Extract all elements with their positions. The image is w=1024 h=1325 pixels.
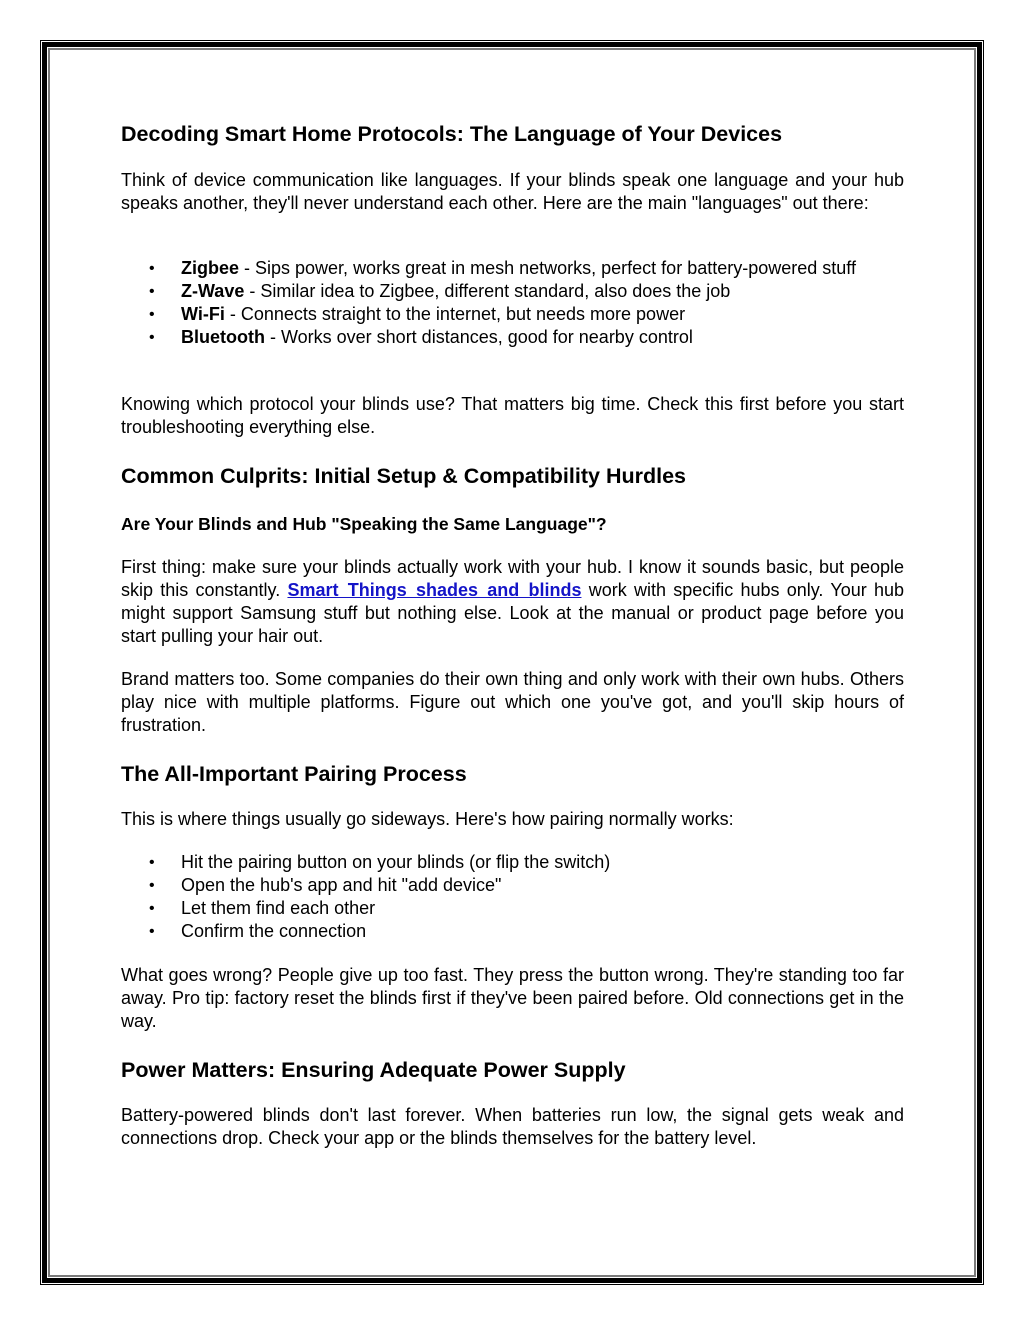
protocol-list-item [121,303,904,326]
protocol-description: - Sips power, works great in mesh networks, perfect for battery-powered stuff [239,258,856,278]
section-protocols-heading-block [121,121,904,147]
bullet-icon: • [149,283,155,300]
compat-para1-block [121,556,904,648]
pairing-outro-block [121,964,904,1033]
pairing-step-text: Open the hub's app and hit "add device" [181,875,502,895]
pairing-intro-paragraph: This is where things usually go sideways. Here's how pairing normally works: [121,809,734,829]
protocol-name: Bluetooth [181,327,265,347]
power-body-block [121,1104,904,1150]
section-heading-pairing: The All-Important Pairing Process [121,762,467,786]
protocols-outro-block [121,393,904,439]
pairing-step-item [121,874,904,897]
bullet-icon: • [149,900,155,917]
compat-paragraph-1-end: work with specific hubs only. Your hub might support Samsung stuff but nothing else. Look at the manual or product page before you start pulling your hair out. [121,580,904,646]
pairing-step-text: Confirm the connection [181,921,367,941]
protocol-description: - Connects straight to the internet, but needs more power [224,304,686,324]
section-pairing-heading-block [121,761,904,787]
page-border-inner [48,48,976,1277]
section-compat-heading-block [121,463,904,489]
section-heading-compatibility: Common Culprits: Initial Setup & Compatibility Hurdles [121,464,686,488]
protocol-name: Wi-Fi [181,304,225,324]
protocol-list-item [121,257,904,280]
protocol-list-item [121,280,904,303]
bullet-icon: • [149,923,155,940]
pairing-step-item [121,851,904,874]
protocol-list [121,257,904,349]
subheading-same-language: Are Your Blinds and Hub "Speaking the Same Language"? [121,514,607,534]
section-power-heading-block [121,1057,904,1083]
pairing-step-item [121,920,904,943]
protocol-list-item [121,326,904,349]
smartthings-shades-link[interactable]: Smart Things shades and blinds [287,580,582,600]
power-paragraph: Battery-powered blinds don't last forever. When batteries run low, the signal gets weak and connections drop. Check your app or the blinds themselves for the battery level. [121,1105,904,1148]
bullet-icon: • [149,854,155,871]
compat-para2-block [121,668,904,737]
protocol-description: - Similar idea to Zigbee, different standard, also does the job [244,281,731,301]
protocol-list-block [121,257,904,349]
bullet-icon: • [149,306,155,323]
bullet-icon: • [149,260,155,277]
section-heading-power: Power Matters: Ensuring Adequate Power Supply [121,1058,626,1082]
section-heading-protocols: Decoding Smart Home Protocols: The Language of Your Devices [121,122,783,146]
protocols-intro-paragraph: Think of device communication like languages. If your blinds speak one language and your hub speaks another, they'll never understand each other. Here are the main "languages" out there: [121,170,904,213]
section-protocols-intro-block [121,169,904,215]
bullet-icon: • [149,329,155,346]
compat-subheading-block [121,513,904,535]
protocol-name: Zigbee [181,258,240,278]
pairing-step-text: Hit the pairing button on your blinds (or flip the switch) [181,852,611,872]
protocol-description: - Works over short distances, good for nearby control [264,327,693,347]
compat-paragraph-1-start: First thing: make sure your blinds actually work with your hub. I know it sounds basic, but people skip this constantly. [121,557,904,600]
compat-paragraph-2: Brand matters too. Some companies do their own thing and only work with their own hubs. Others play nice with multiple platforms. Figure out which one you've got, and you'll skip hours of frustration. [121,669,904,735]
compat-paragraph-1 [121,556,904,648]
protocols-outro-paragraph: Knowing which protocol your blinds use? That matters big time. Check this first before you start troubleshooting everything else. [121,394,904,437]
pairing-outro-paragraph: What goes wrong? People give up too fast. They press the button wrong. They're standing too far away. Pro tip: factory reset the blinds first if they've been paired before. Old connections get in the way. [121,965,904,1031]
pairing-step-text: Let them find each other [181,898,376,918]
bullet-icon: • [149,877,155,894]
pairing-steps-block [121,851,904,943]
pairing-step-item [121,897,904,920]
pairing-steps-list [121,851,904,943]
protocol-name: Z-Wave [181,281,245,301]
pairing-intro-block [121,808,904,831]
